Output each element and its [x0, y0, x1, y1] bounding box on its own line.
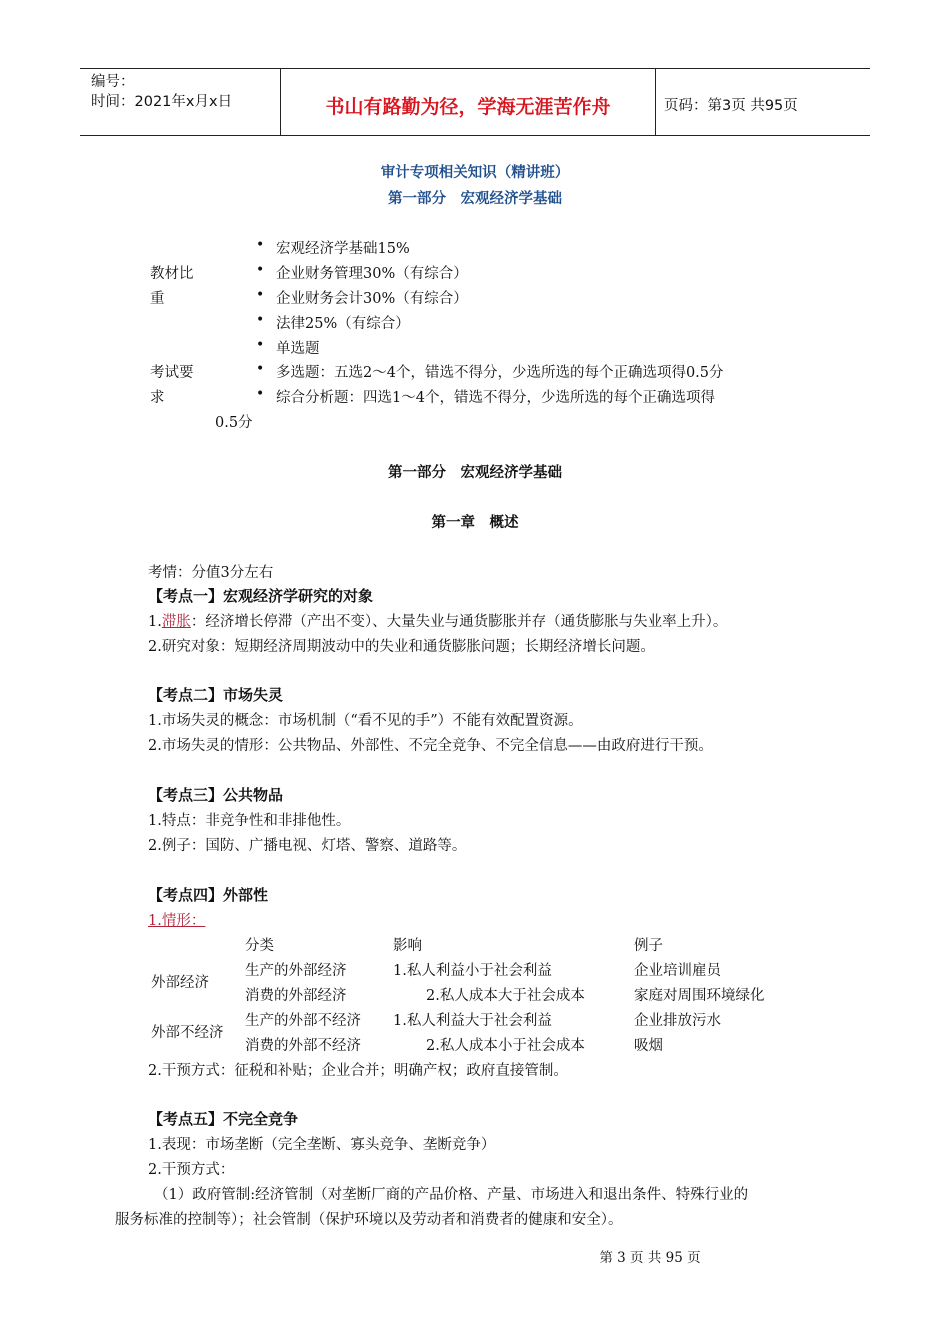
table-cell: 生产的外部经济: [245, 963, 347, 979]
exam-item: 多选题：五选2～4个，错选不得分，少选所选的每个正确选项得0.5分: [276, 365, 724, 381]
bullet-icon: •: [256, 287, 265, 303]
table-header-example: 例子: [634, 938, 663, 954]
table-cell: 2.私人成本大于社会成本: [426, 988, 585, 1004]
table-cell: 企业培训雇员: [634, 963, 721, 979]
weights-item: 法律25%（有综合）: [276, 316, 410, 332]
k4-line-2: 2.干预方式：征税和补贴；企业合并；明确产权；政府直接管制。: [148, 1063, 568, 1079]
doc-subtitle: 第一部分 宏观经济学基础: [388, 191, 562, 207]
table-header-impact: 影响: [393, 938, 422, 954]
k5-line-2: 2.干预方式：: [148, 1162, 235, 1178]
table-cell: 家庭对周围环境绿化: [634, 988, 765, 1004]
bullet-icon: •: [256, 337, 265, 353]
k1-line-2: 2.研究对象：短期经济周期波动中的失业和通货膨胀问题；长期经济增长问题。: [148, 639, 655, 655]
weights-item: 宏观经济学基础15%: [276, 241, 410, 257]
weights-label-2: 重: [150, 291, 165, 307]
k5-title: 【考点五】不完全竞争: [148, 1110, 299, 1128]
weights-item: 企业财务会计30%（有综合）: [276, 291, 468, 307]
header-page-label: 页码：第3页 共95页: [664, 98, 798, 114]
k1-line-1-rest: ：经济增长停滞（产出不变）、大量失业与通货膨胀并存（通货膨胀与失业率上升）。: [190, 614, 728, 630]
header-divider-right: [655, 68, 656, 135]
exam-label-2: 求: [150, 390, 165, 406]
bullet-icon: •: [256, 237, 265, 253]
table-header-category: 分类: [245, 938, 274, 954]
weights-item: 企业财务管理30%（有综合）: [276, 266, 468, 282]
k2-line-2: 2.市场失灵的情形：公共物品、外部性、不完全竞争、不完全信息——由政府进行干预。: [148, 738, 713, 754]
doc-title: 审计专项相关知识（精讲班）: [380, 165, 570, 181]
part-heading: 第一部分 宏观经济学基础: [388, 465, 562, 481]
bullet-icon: •: [256, 262, 265, 278]
k1-line-1: [148, 610, 727, 631]
k4-line-1[interactable]: 1.情形：: [148, 913, 206, 929]
k2-title: 【考点二】市场失灵: [148, 686, 284, 704]
k3-line-2: 2.例子：国防、广播电视、灯塔、警察、道路等。: [148, 838, 467, 854]
bullet-icon: •: [256, 386, 265, 402]
table-cell: 1.私人利益小于社会利益: [393, 963, 552, 979]
table-cell: 消费的外部不经济: [245, 1038, 361, 1054]
k5-line-4: 服务标准的控制等）；社会管制（保护环境以及劳动者和消费者的健康和安全）。: [115, 1212, 623, 1228]
table-cell: 1.私人利益大于社会利益: [393, 1013, 552, 1029]
header-bottom-rule: [80, 135, 870, 136]
header-top-rule: [80, 68, 870, 69]
k5-line-3: （1）政府管制:经济管制（对垄断厂商的产品价格、产量、市场进入和退出条件、特殊行业的: [154, 1187, 749, 1203]
exam-label-1: 考试要: [150, 365, 194, 381]
k1-line-1-prefix: 1.: [148, 614, 162, 630]
header-motto: 书山有路勤为径，学海无涯苦作舟: [325, 96, 611, 118]
k3-title: 【考点三】公共物品: [148, 786, 284, 804]
table-group-external-economy: 外部经济: [151, 975, 209, 991]
chapter-heading: 第一章 概述: [431, 515, 519, 531]
exam-note: 考情：分值3分左右: [148, 565, 274, 581]
table-cell: 2.私人成本小于社会成本: [426, 1038, 585, 1054]
k2-line-1: 1.市场失灵的概念：市场机制（“看不见的手”）不能有效配置资源。: [148, 713, 583, 729]
bullet-icon: •: [256, 361, 265, 377]
exam-continuation: 0.5分: [215, 415, 253, 431]
exam-item: 单选题: [276, 341, 320, 357]
k3-line-1: 1.特点：非竞争性和非排他性。: [148, 813, 351, 829]
header-date-label: 时间：2021年x月x日: [91, 94, 233, 110]
bullet-icon: •: [256, 312, 265, 328]
table-cell: 生产的外部不经济: [245, 1013, 361, 1029]
table-cell: 吸烟: [634, 1038, 663, 1054]
k5-line-1: 1.表现：市场垄断（完全垄断、寡头竞争、垄断竞争）: [148, 1137, 496, 1153]
k1-title: 【考点一】宏观经济学研究的对象: [148, 587, 374, 605]
k4-title: 【考点四】外部性: [148, 886, 269, 904]
weights-label-1: 教材比: [150, 266, 194, 282]
exam-item: 综合分析题：四选1～4个，错选不得分，少选所选的每个正确选项得: [276, 390, 715, 406]
k1-term-link[interactable]: 滞胀: [161, 614, 191, 630]
table-cell: 企业排放污水: [634, 1013, 721, 1029]
header-number-label: 编号：: [91, 74, 135, 90]
table-group-external-diseconomy: 外部不经济: [151, 1025, 224, 1041]
page-footer: 第 3 页 共 95 页: [599, 1250, 701, 1266]
table-cell: 消费的外部经济: [245, 988, 347, 1004]
